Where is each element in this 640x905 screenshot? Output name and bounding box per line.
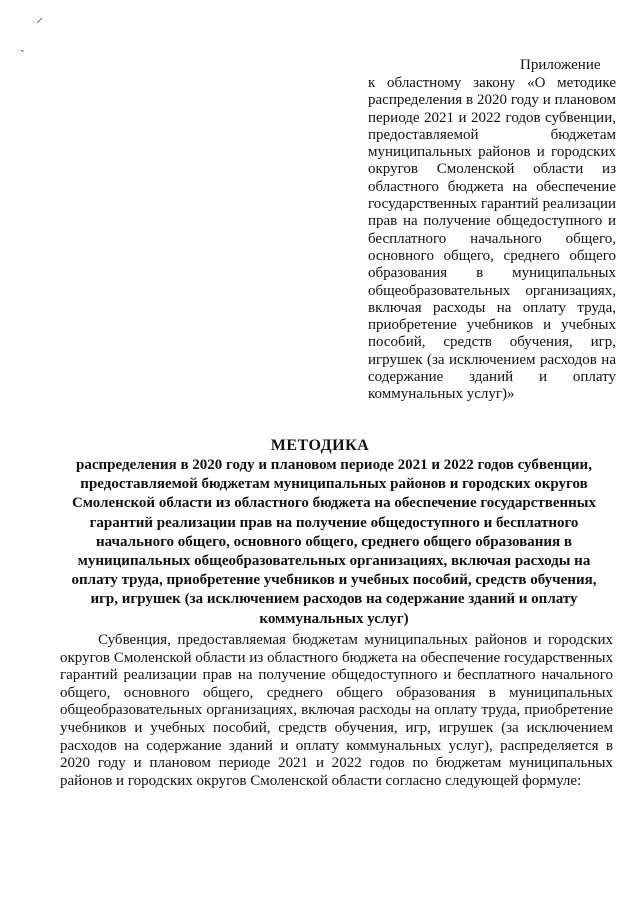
scan-mark: ˏ: [20, 38, 25, 53]
document-title: МЕТОДИКА: [270, 437, 370, 454]
scan-mark: ⸝: [36, 11, 43, 26]
body-paragraph: Субвенция, предоставляемая бюджетам муниципальных районов и городских округов Смоленской области из областного бюджета на обеспечение государственных гарантий реализации прав на получение общедоступного и бесплатного начального общего, основного общего, среднего общего образования в муниципальных общеобразовательных организациях, включая расходы на оплату труда, приобретение учебников и учебных пособий, средств обучения, игр, игрушек (за исключением расходов на содержание зданий и оплату коммунальных услуг), распределяется в 2020 году и плановом периоде 2021 и 2022 годов по бюджетам муниципальных районов и городских округов Смоленской области согласно следующей формуле:: [60, 632, 613, 789]
appendix-reference: к областному закону «О методике распределения в 2020 году и плановом периоде 2021 и 2022 годов субвенции, предоставляемой бюджетам муниципальных районов и городских округов Смоленской области из областного бюджета на обеспечение государственных гарантий реализации прав на получение общедоступного и бесплатного начального общего, основного общего, среднего общего образования в муниципальных общеобразовательных организациях, включая расходы на оплату труда, приобретение учебников и учебных пособий, средств обучения, игр, игрушек (за исключением расходов на содержание зданий и оплату коммунальных услуг)»: [368, 75, 616, 403]
appendix-heading: Приложение: [520, 57, 601, 73]
document-subtitle: распределения в 2020 году и плановом периоде 2021 и 2022 годов субвенции, предоставляемой бюджетам муниципальных районов и городских округов Смоленской области из областного бюджета на обеспечение государственных гарантий реализации прав на получение общедоступного и бесплатного начального общего, основного общего, среднего общего образования в муниципальных общеобразовательных организациях, включая расходы на оплату труда, приобретение учебников и учебных пособий, средств обучения, игр, игрушек (за исключением расходов на содержание зданий и оплату коммунальных услуг): [71, 457, 597, 627]
